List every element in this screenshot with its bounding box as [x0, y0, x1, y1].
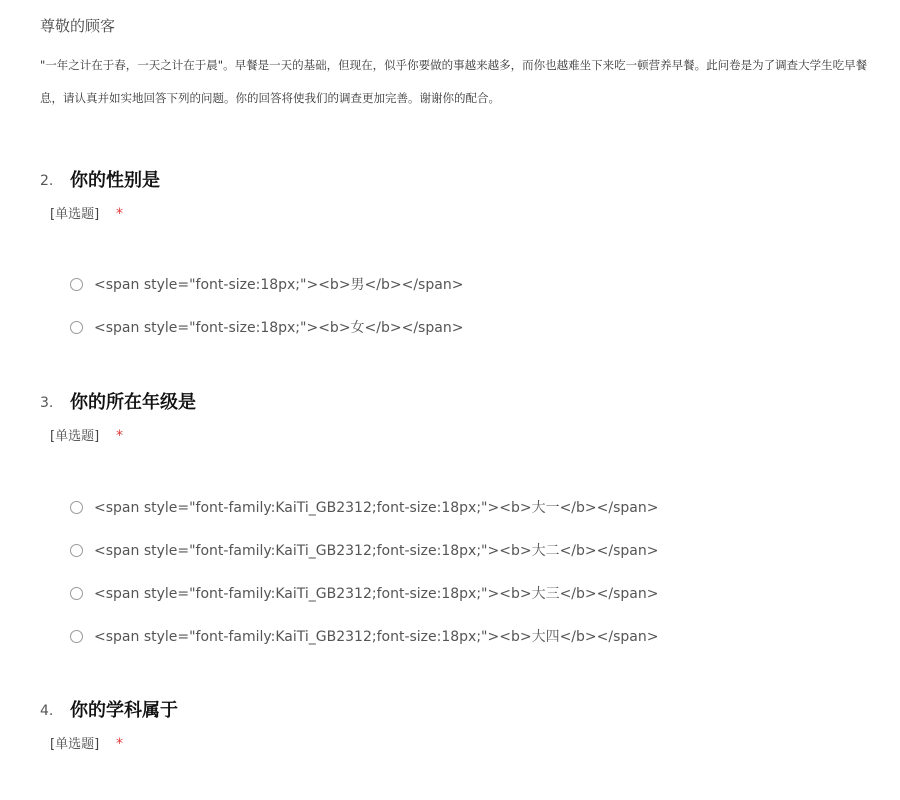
- required-asterisk: *: [116, 206, 123, 222]
- question-title: 你的性别是: [70, 170, 160, 191]
- radio-button[interactable]: [70, 587, 83, 600]
- option-gender-2[interactable]: [70, 317, 770, 339]
- intro-paragraph-line-2: 息，请认真并如实地回答下列的问题。你的回答将使我们的调查更加完善。谢谢你的配合。: [40, 91, 500, 105]
- option-grade-3[interactable]: [70, 583, 770, 605]
- greeting-title: 尊敬的顾客: [40, 17, 116, 35]
- question-title: 你的学科属于: [70, 700, 178, 721]
- required-asterisk: *: [116, 736, 123, 752]
- option-gender-1[interactable]: [70, 274, 770, 296]
- option-label: <span style="font-size:18px;"><b>男</b></span>: [94, 277, 464, 293]
- radio-button[interactable]: [70, 544, 83, 557]
- intro-paragraph-line-1: "一年之计在于春，一天之计在于晨"。早餐是一天的基础，但现在，似乎你要做的事越来越多，而你也越难坐下来吃一顿营养早餐。此问卷是为了调查大学生吃早餐: [40, 58, 868, 72]
- option-label: <span style="font-size:18px;"><b>女</b></span>: [94, 320, 464, 336]
- required-asterisk: *: [116, 428, 123, 444]
- question-type-label: [单选题]: [50, 429, 100, 444]
- option-grade-1[interactable]: [70, 497, 770, 519]
- question-number: 3.: [40, 395, 54, 411]
- option-label: <span style="font-family:KaiTi_GB2312;font-size:18px;"><b>大二</b></span>: [94, 543, 659, 559]
- option-label: <span style="font-family:KaiTi_GB2312;font-size:18px;"><b>大四</b></span>: [94, 629, 659, 645]
- radio-button[interactable]: [70, 321, 83, 334]
- question-title: 你的所在年级是: [70, 392, 196, 413]
- option-grade-4[interactable]: [70, 626, 770, 648]
- question-type-label: [单选题]: [50, 737, 100, 752]
- radio-button[interactable]: [70, 278, 83, 291]
- option-label: <span style="font-family:KaiTi_GB2312;font-size:18px;"><b>大三</b></span>: [94, 586, 659, 602]
- question-number: 2.: [40, 173, 54, 189]
- question-number: 4.: [40, 703, 54, 719]
- radio-button[interactable]: [70, 501, 83, 514]
- option-label: <span style="font-family:KaiTi_GB2312;font-size:18px;"><b>大一</b></span>: [94, 500, 659, 516]
- question-type-label: [单选题]: [50, 207, 100, 222]
- option-grade-2[interactable]: [70, 540, 770, 562]
- radio-button[interactable]: [70, 630, 83, 643]
